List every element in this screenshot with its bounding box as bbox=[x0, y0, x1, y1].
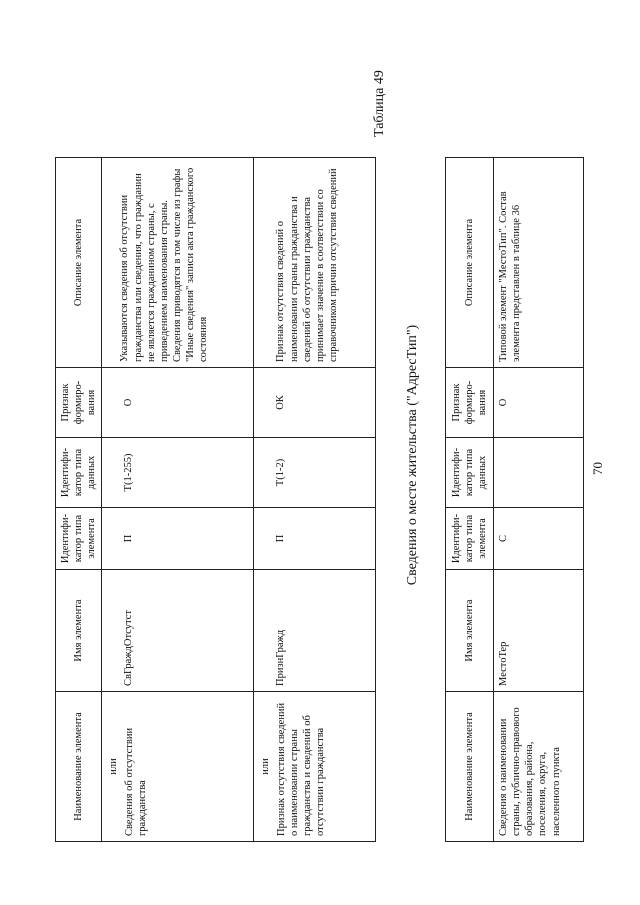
cell-data-type: T(1-2) bbox=[254, 438, 376, 508]
cell-element-name: ПризнГражд bbox=[254, 570, 376, 692]
row1-title: Сведения об отсутствии гражданства bbox=[123, 727, 148, 836]
header-data-type-id: Идентифи-катор типа данных bbox=[446, 438, 494, 508]
or-separator: или bbox=[108, 758, 120, 775]
cell-element-name: СвГраждОтсутст bbox=[102, 570, 254, 692]
header-element-description: Описание элемента bbox=[56, 158, 102, 368]
cell-data-type bbox=[494, 438, 584, 508]
header-element-title: Наименование элемента bbox=[446, 692, 494, 842]
table-row bbox=[254, 158, 376, 842]
address-table bbox=[445, 157, 584, 842]
cell-type-id: С bbox=[494, 508, 584, 570]
header-element-description: Описание элемента bbox=[446, 158, 494, 368]
header-element-title: Наименование элемента bbox=[56, 692, 102, 842]
page-number: 70 bbox=[590, 462, 605, 475]
cell-element-title bbox=[102, 692, 254, 842]
row1-description-a: Указываются сведения об отсутствии гражданства или сведения, что гражданин не является гражданином страны, с приведением наименования страны. bbox=[119, 173, 170, 362]
header-element-name: Имя элемента bbox=[446, 570, 494, 692]
cell-formation-flag: О bbox=[494, 368, 584, 438]
table-row bbox=[102, 158, 254, 842]
cell-element-title: Сведения о наименовании страны, публично-правового образования, района, поселения, округа, населенного пункта bbox=[494, 692, 584, 842]
cell-formation-flag: О bbox=[102, 368, 254, 438]
header-data-type-id: Идентифи-катор типа данных bbox=[56, 438, 102, 508]
cell-description bbox=[102, 158, 254, 368]
cell-element-title bbox=[254, 692, 376, 842]
cell-type-id: П bbox=[102, 508, 254, 570]
cell-type-id: П bbox=[254, 508, 376, 570]
table-title: Сведения о месте жительства ("АдресТип") bbox=[405, 324, 420, 586]
cell-description: Типовой элемент "МестоТип". Состав элемента представлен в таблице 36 bbox=[494, 158, 584, 368]
table2-header-row bbox=[446, 158, 494, 842]
table1-header-row bbox=[56, 158, 102, 842]
row1-description-b: Сведения приводятся в том числе из графы "Иные сведения" записи акта гражданского состояния bbox=[171, 167, 210, 362]
table-row bbox=[494, 158, 584, 842]
row2-title: Признак отсутствия сведений о наименовании страны гражданства и сведений об отсутствии гражданства bbox=[275, 702, 326, 836]
cell-description: Признак отсутствия сведений о наименовании страны гражданства и сведений об отсутствии гражданства принимает значение в соответствии со справочником причин отсутствия сведений bbox=[254, 158, 376, 368]
or-separator: или bbox=[260, 758, 272, 775]
header-element-type-id: Идентифи-катор типа элемента bbox=[56, 508, 102, 570]
table-caption: Таблица 49 bbox=[372, 70, 387, 137]
table-continuation bbox=[55, 157, 376, 842]
cell-data-type: T(1-255) bbox=[102, 438, 254, 508]
header-formation-flag: Признак формиро-вания bbox=[446, 368, 494, 438]
cell-formation-flag: ОК bbox=[254, 368, 376, 438]
header-element-name: Имя элемента bbox=[56, 570, 102, 692]
header-formation-flag: Признак формиро-вания bbox=[56, 368, 102, 438]
header-element-type-id: Идентифи-катор типа элемента bbox=[446, 508, 494, 570]
cell-element-name: МестоТер bbox=[494, 570, 584, 692]
